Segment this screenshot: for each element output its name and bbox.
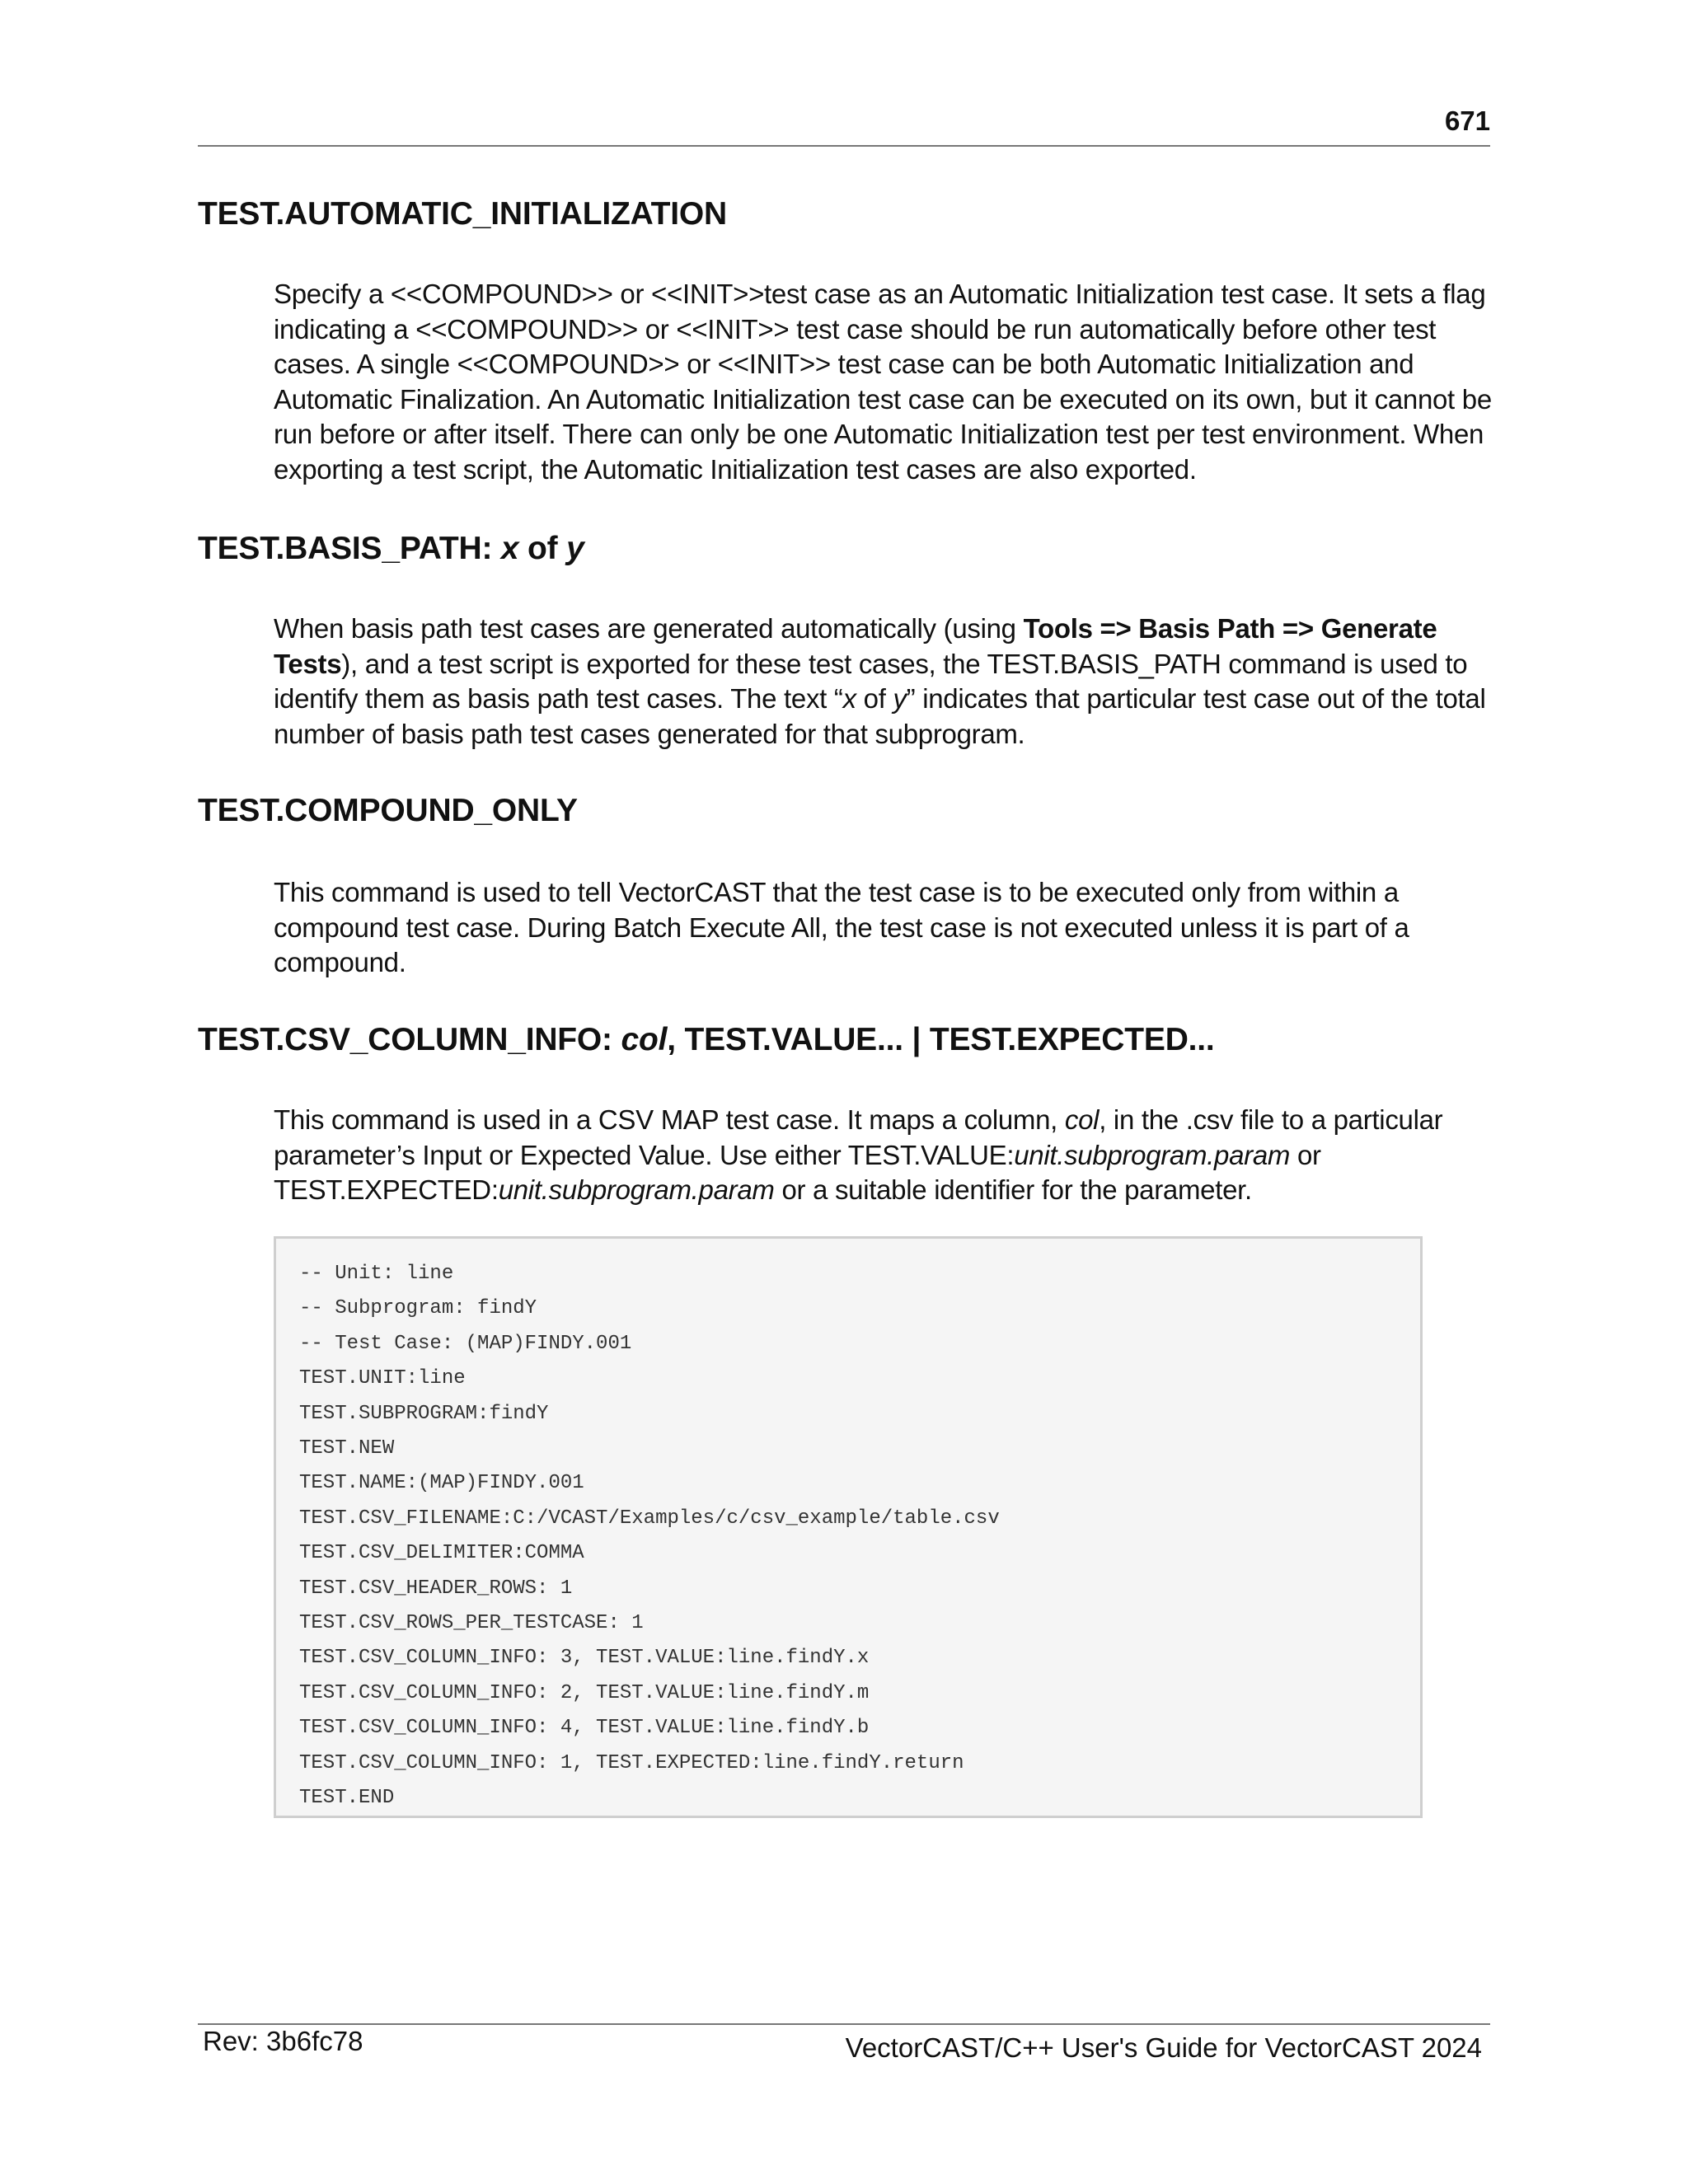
code-line: TEST.UNIT:line: [299, 1367, 466, 1390]
heading-basis-path-prefix: TEST.BASIS_PATH:: [198, 531, 501, 566]
basis-path-text-x: x: [842, 683, 856, 714]
basis-path-text-4: ” indicates that particular test case out of the total number of basis path test cases generated for that subprogram.: [274, 683, 1486, 749]
heading-basis-path-x: x: [500, 531, 519, 566]
header-rule: [198, 145, 1490, 147]
code-example: [274, 1236, 1423, 1818]
footer-rule: [198, 2023, 1490, 2025]
automatic-initialization-description: Specify a <<COMPOUND>> or <<INIT>>test case as an Automatic Initialization test case. It sets a flag indicating a <<COMPOUND>> or <<INIT>> test case should be run automatically before other test cases. A single <<COMPOUND>> or <<INIT>> test case can be both Automatic Initialization and Automatic Finalization. An Automatic Initialization test case can be executed on its own, but it cannot be run before or after itself. There can only be one Automatic Initialization test per test environment. When exporting a test script, the Automatic Initialization test cases are also exported.: [274, 279, 1492, 485]
basis-path-text-3: of: [856, 683, 893, 714]
heading-basis-path-of: of: [518, 531, 567, 566]
csv-text-col: col: [1064, 1104, 1100, 1135]
code-line: TEST.CSV_COLUMN_INFO: 1, TEST.EXPECTED:line.findY.return: [299, 1751, 964, 1774]
heading-csv-prefix: TEST.CSV_COLUMN_INFO:: [198, 1022, 621, 1057]
heading-csv-col: col: [621, 1022, 668, 1057]
code-line: TEST.CSV_COLUMN_INFO: 3, TEST.VALUE:line.findY.x: [299, 1647, 870, 1670]
code-line: TEST.CSV_ROWS_PER_TESTCASE: 1: [299, 1612, 644, 1635]
heading-basis-path: [198, 531, 584, 567]
footer-document-title: VectorCAST/C++ User's Guide for VectorCAST 2024: [845, 2032, 1482, 2063]
csv-text-param-2: unit.subprogram.param: [498, 1174, 775, 1205]
csv-text-4: or a suitable identifier for the parameter.: [774, 1174, 1252, 1205]
heading-basis-path-y: y: [566, 531, 584, 566]
csv-column-info-description: [274, 1103, 1507, 1208]
basis-path-text-2: ), and a test script is exported for these test cases, the TEST.BASIS_PATH command is used to identify them as basis path test cases. The text “: [274, 648, 1468, 714]
heading-compound-only: TEST.COMPOUND_ONLY: [198, 793, 578, 828]
code-line: TEST.SUBPROGRAM:findY: [299, 1402, 549, 1425]
code-line: TEST.END: [299, 1787, 395, 1810]
code-line: TEST.NAME:(MAP)FINDY.001: [299, 1472, 584, 1495]
basis-path-description: [274, 612, 1507, 752]
basis-path-menu-path: Tools => Basis Path => Generate Tests: [274, 613, 1437, 679]
csv-text-2: , in the .csv file to a particular parameter’s Input or Expected Value. Use either TEST.VALUE:: [274, 1104, 1443, 1170]
heading-automatic-initialization: TEST.AUTOMATIC_INITIALIZATION: [198, 196, 728, 232]
page-number: 671: [1444, 105, 1490, 136]
basis-path-text-y: y: [893, 683, 907, 714]
heading-csv-column-info: [198, 1022, 1215, 1058]
code-line: -- Subprogram: findY: [299, 1297, 537, 1320]
csv-text-param-1: unit.subprogram.param: [1014, 1139, 1291, 1170]
code-line: -- Test Case: (MAP)FINDY.001: [299, 1332, 632, 1355]
code-line: TEST.CSV_COLUMN_INFO: 2, TEST.VALUE:line.findY.m: [299, 1681, 870, 1704]
heading-csv-suffix: , TEST.VALUE... | TEST.EXPECTED...: [667, 1022, 1215, 1057]
footer-revision: Rev: 3b6fc78: [203, 2026, 363, 2056]
csv-text-3: or TEST.EXPECTED:: [274, 1139, 1321, 1205]
code-line: TEST.NEW: [299, 1437, 395, 1460]
basis-path-text-1: When basis path test cases are generated automatically (using: [274, 613, 1024, 644]
code-line: TEST.CSV_FILENAME:C:/VCAST/Examples/c/csv_example/table.csv: [299, 1507, 1000, 1530]
code-line: TEST.CSV_COLUMN_INFO: 4, TEST.VALUE:line.findY.b: [299, 1717, 870, 1740]
csv-text-1: This command is used in a CSV MAP test case. It maps a column,: [274, 1104, 1065, 1135]
code-line: -- Unit: line: [299, 1263, 454, 1285]
compound-only-description: This command is used to tell VectorCAST that the test case is to be executed only from within a compound test case. During Batch Execute All, the test case is not executed unless it is part of a compound.: [274, 877, 1409, 977]
code-line: TEST.CSV_DELIMITER:COMMA: [299, 1542, 584, 1565]
code-line: TEST.CSV_HEADER_ROWS: 1: [299, 1577, 573, 1600]
